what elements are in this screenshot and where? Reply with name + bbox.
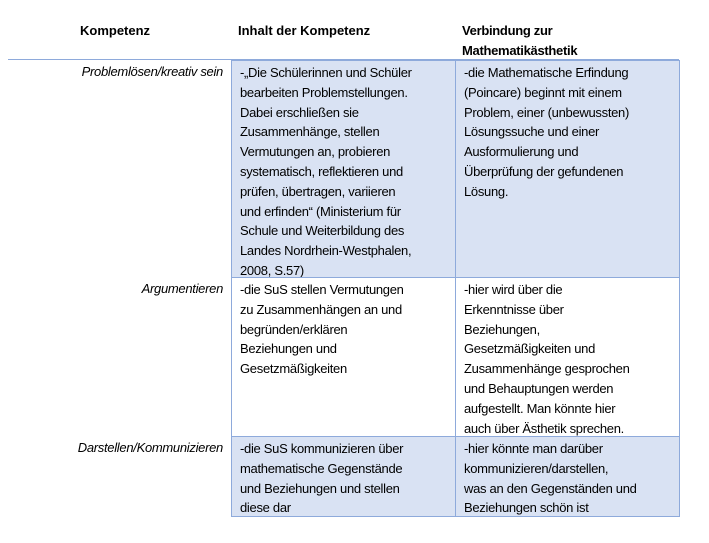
inhalt-line: begründen/erklären (240, 321, 348, 337)
header-verbindung (462, 21, 577, 61)
header-inhalt: Inhalt der Kompetenz (238, 23, 371, 38)
inhalt-line: 2008, S.57) (240, 262, 304, 278)
inhalt-line: Gesetzmäßigkeiten (240, 361, 347, 377)
inhalt-line: -„Die Schülerinnen und Schüler (240, 65, 412, 80)
inhalt-line: zu Zusammenhängen an und (240, 301, 402, 317)
inhalt-cell (231, 277, 456, 437)
verbindung-line: -die Mathematische Erfindung (464, 65, 629, 80)
verbindung-line: Überprüfung der gefundenen (464, 163, 624, 179)
kompetenz-label: Darstellen/Kommunizieren (77, 440, 223, 455)
verbindung-line: -hier wird über die (464, 282, 563, 297)
inhalt-line: -die SuS stellen Vermutungen (240, 282, 404, 297)
inhalt-line: Schule und Weiterbildung des (240, 223, 405, 239)
inhalt-line: prüfen, übertragen, variieren (240, 183, 396, 199)
inhalt-cell (231, 60, 456, 278)
verbindung-line: Gesetzmäßigkeiten und (464, 341, 595, 357)
verbindung-cell (455, 277, 680, 437)
verbindung-cell (455, 436, 680, 517)
inhalt-line: Zusammenhänge, stellen (240, 124, 380, 140)
verbindung-line: Problem, einer (unbewussten) (464, 104, 630, 120)
verbindung-line: und Behauptungen werden (464, 380, 614, 396)
inhalt-line: bearbeiten Problemstellungen. (240, 84, 408, 100)
inhalt-line: Vermutungen an, probieren (240, 144, 391, 160)
inhalt-line: diese dar (240, 500, 291, 516)
verbindung-line: Lösung. (464, 183, 509, 199)
inhalt-line: und Beziehungen und stellen (240, 480, 400, 496)
verbindung-line: Ausformulierung und (464, 144, 579, 160)
verbindung-line: Beziehungen, (464, 321, 540, 337)
inhalt-line: Landes Nordrhein-Westphalen, (240, 243, 412, 259)
inhalt-line: und erfinden“ (Ministerium für (240, 203, 401, 219)
header-verbindung-line1: Verbindung zur (462, 23, 553, 38)
inhalt-line: Beziehungen und (240, 341, 337, 357)
verbindung-line: Zusammenhänge gesprochen (464, 361, 630, 377)
inhalt-line: systematisch, reflektieren und (240, 163, 403, 179)
inhalt-line: Dabei erschließen sie (240, 104, 359, 120)
verbindung-line: Beziehungen schön ist (464, 500, 589, 516)
header-verbindung-line2: Mathematikästhetik (462, 43, 578, 58)
kompetenz-label: Problemlösen/kreativ sein (81, 64, 223, 79)
verbindung-line: auch über Ästhetik sprechen. (464, 420, 624, 436)
verbindung-line: kommunizieren/darstellen, (464, 460, 609, 476)
inhalt-line: mathematische Gegenstände (240, 460, 403, 476)
verbindung-line: Lösungssuche und einer (464, 124, 600, 140)
inhalt-line: -die SuS kommunizieren über (240, 441, 404, 456)
verbindung-line: -hier könnte man darüber (464, 441, 603, 456)
verbindung-line: aufgestellt. Man könnte hier (464, 400, 616, 416)
verbindung-line: (Poincare) beginnt mit einem (464, 84, 622, 100)
inhalt-cell (231, 436, 456, 517)
kompetenz-label: Argumentieren (141, 281, 223, 296)
verbindung-line: Erkenntnisse über (464, 301, 564, 317)
header-kompetenz: Kompetenz (80, 23, 151, 38)
verbindung-cell (455, 60, 680, 278)
verbindung-line: was an den Gegenständen und (464, 480, 637, 496)
